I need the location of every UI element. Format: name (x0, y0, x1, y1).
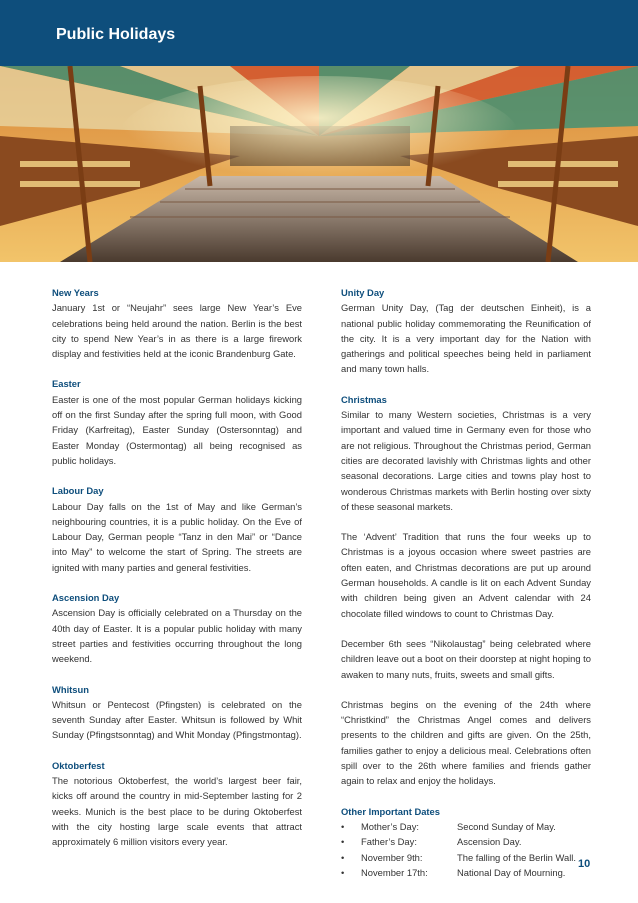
section-paragraph: Similar to many Western societies, Christmas is a very important and valued time in Germany even for those who are not religious. Throughout the Christmas period, German cities are decorated lavishly with Christmas lights and other seasonal decorations. Large cities and towns play host to wonderous Christmas markets with Berlin hosting over sixty of these seasonal markets. (341, 409, 591, 512)
holiday-section (52, 483, 302, 575)
section-paragraph: The notorious Oktoberfest, the world’s largest beer fair, kicks off around the country in mid-September lasting for 2 weeks. Munich is the best place to be during Oktoberfest with the city hosting large scale events that attract approximately 6 million visitors every year. (52, 775, 302, 848)
section-heading: Other Important Dates (341, 805, 440, 817)
bullet-icon: • (341, 866, 345, 878)
list-item (341, 819, 591, 834)
holiday-section (52, 758, 302, 850)
date-label: Mother’s Day: (361, 820, 420, 832)
list-item (341, 865, 591, 880)
right-column (341, 285, 591, 895)
date-label: Father’s Day: (361, 836, 417, 848)
holiday-section (52, 682, 302, 743)
bullet-icon: • (341, 820, 345, 832)
section-heading: Easter (52, 378, 81, 390)
section-paragraph: The ‘Advent’ Tradition that runs the four weeks up to Christmas is a joyous occasion where sweet pastries are often eaten, and Christmas decorations are put up around German households. A candle is lit on each Advent Sunday with children being given an Advent calendar with 24 chocolate filled windows to count to Christmas Day. (341, 531, 591, 619)
holiday-section (341, 392, 591, 789)
section-paragraph: Labour Day falls on the 1st of May and like German’s neighbouring countries, it is a public holiday. On the Eve of Labour Day, German people “Tanz in den Mai” or “Dance into May” to welcome the start of Spring. The streets are ignited with many parties and general festivities. (52, 500, 302, 573)
section-heading: Christmas (341, 393, 387, 405)
bullet-icon: • (341, 836, 345, 848)
section-heading: Labour Day (52, 485, 104, 497)
page-header (0, 0, 638, 66)
bullet-icon: • (341, 851, 345, 863)
section-paragraph: Christmas begins on the evening of the 24th where “Christkind” the Christmas Angel comes and delivers presents to the children and gifts are given. On the 25th, families gather to enjoy a delicious meal. Celebrations often spill over to the 26th where families and friends gather again to relax and enjoy the holidays. (341, 698, 591, 787)
list-item (341, 834, 591, 849)
section-heading: Whitsun (52, 683, 89, 695)
date-value: The falling of the Berlin Wall. (457, 851, 576, 863)
holiday-section (52, 285, 302, 361)
page-title: Public Holidays (56, 26, 176, 43)
section-heading: Unity Day (341, 287, 385, 298)
date-label: November 9th: (361, 851, 423, 863)
section-paragraph: Ascension Day is officially celebrated on a Thursday on the 40th day of Easter. It is a popular public holiday with many street parties and festivities occurring throughout the long weekend. (52, 607, 302, 665)
list-item (341, 850, 591, 865)
section-paragraph: January 1st or “Neujahr” sees large New Year’s Eve celebrations being held around the nation. Berlin is the best city to spend New Year’s in as there is a large firework display and festivities held at the iconic Brandenburg Gate. (52, 302, 302, 360)
page-number: 10 (578, 858, 591, 870)
date-value: Ascension Day. (457, 836, 522, 848)
section-paragraph: Whitsun or Pentecost (Pfingsten) is celebrated on the seventh Sunday after Easter. Whitsun is followed by Whit Sunday (Pfingstsonntag) and Whit Monday (Pfingstmontag). (52, 698, 302, 741)
section-paragraph: Easter is one of the most popular German holidays kicking off on the first Sunday after the spring full moon, with Good Friday (Karfreitag), Easter Sunday (Ostersonntag) and Easter Monday (Ostermontag) all being recognised as public holidays. (52, 393, 302, 466)
beer-tent-illustration (0, 66, 638, 262)
other-dates-list (341, 819, 591, 880)
section-heading: New Years (52, 287, 99, 298)
section-heading: Oktoberfest (52, 759, 105, 771)
holiday-section (341, 285, 591, 377)
section-paragraph: German Unity Day, (Tag der deutschen Einheit), is a national public holiday commemorating the Reunification of the city. It is a very important day for the Nation with gatherings and political speeches being held in parliament and many town halls. (341, 302, 591, 375)
other-dates-section (341, 804, 591, 880)
beer-tent-photo (0, 66, 638, 262)
date-value: Second Sunday of May. (457, 820, 556, 832)
holiday-section (52, 376, 302, 468)
holiday-section (52, 590, 302, 666)
left-column (52, 285, 302, 865)
section-paragraph: December 6th sees “Nikolaustag” being celebrated where children leave out a boot on their doorstep at night hoping to awaken to many nuts, fruits, sweets and small gifts. (341, 637, 591, 680)
section-heading: Ascension Day (52, 592, 120, 604)
date-label: November 17th: (361, 866, 428, 878)
date-value: National Day of Mourning. (457, 866, 566, 878)
